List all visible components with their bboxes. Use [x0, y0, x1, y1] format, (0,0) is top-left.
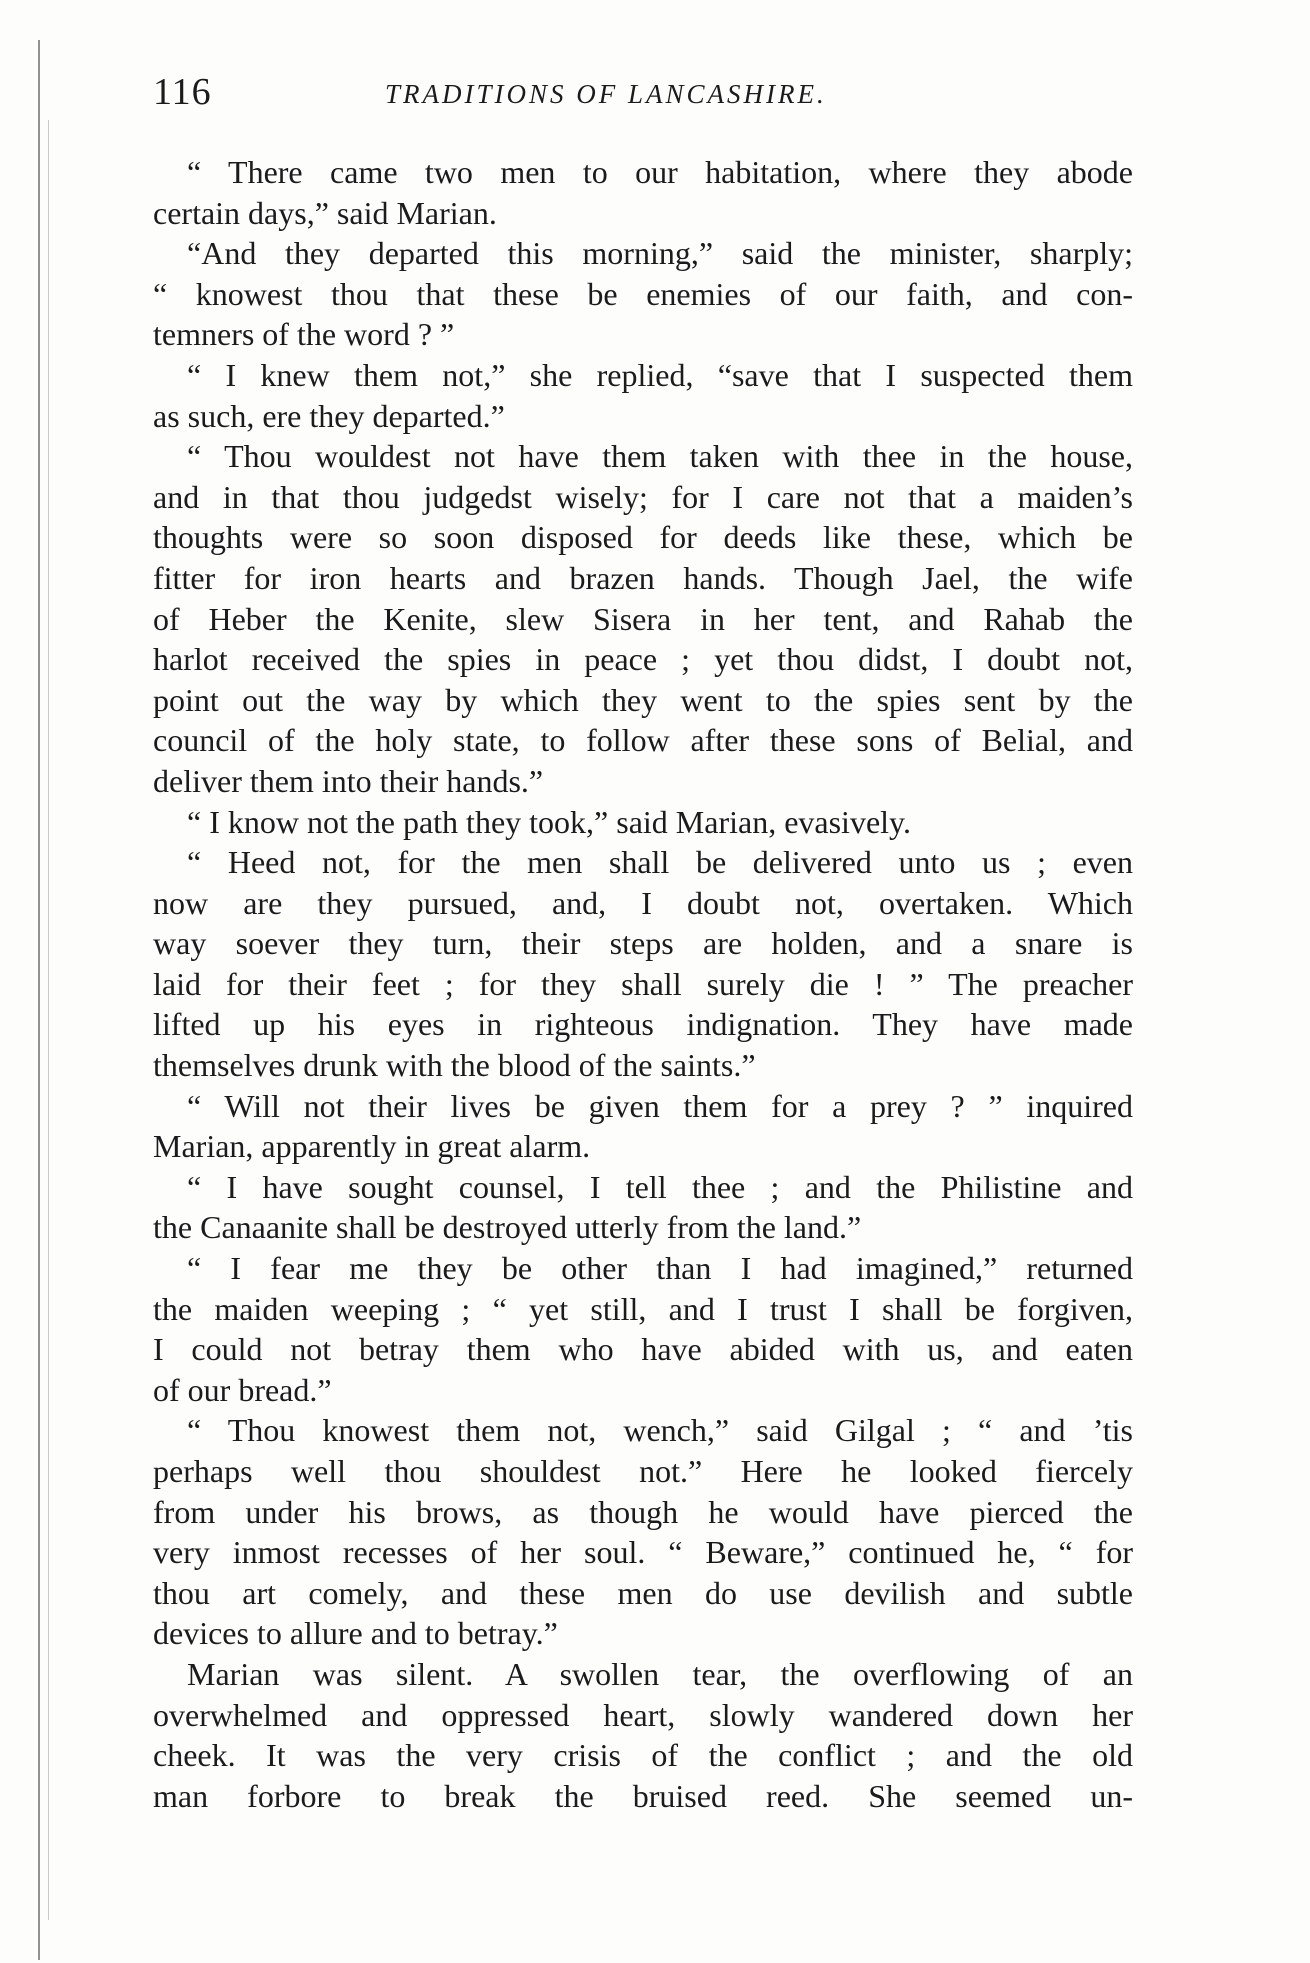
- text-line: point out the way by which they went to the spies sent by the: [153, 681, 1133, 718]
- text-line: lifted up his eyes in righteous indignation. They have made: [153, 1006, 1133, 1043]
- text-line: deliver them into their hands.”: [153, 762, 544, 799]
- text-line: now are they pursued, and, I doubt not, overtaken. Which: [153, 884, 1133, 921]
- text-line: as such, ere they departed.”: [153, 397, 505, 434]
- page-binding-edge: [38, 40, 40, 1960]
- text-line: “ Thou wouldest not have them taken with thee in the house,: [187, 438, 1133, 475]
- text-line: “ Heed not, for the men shall be delivered unto us ; even: [187, 844, 1133, 881]
- text-line: harlot received the spies in peace ; yet thou didst, I doubt not,: [153, 641, 1133, 678]
- text-line: the maiden weeping ; “ yet still, and I trust I shall be forgiven,: [153, 1290, 1133, 1327]
- text-line: certain days,” said Marian.: [153, 194, 497, 231]
- text-line: overwhelmed and oppressed heart, slowly wandered down her: [153, 1696, 1133, 1733]
- text-line: very inmost recesses of her soul. “ Beware,” continued he, “ for: [153, 1534, 1133, 1571]
- text-line: devices to allure and to betray.”: [153, 1615, 558, 1652]
- page-number: 116: [153, 71, 212, 113]
- text-line: “ I knew them not,” she replied, “save that I suspected them: [187, 356, 1133, 393]
- text-line: themselves drunk with the blood of the saints.”: [153, 1047, 756, 1084]
- text-line: thou art comely, and these men do use devilish and subtle: [153, 1574, 1133, 1611]
- page-binding-shadow: [48, 120, 49, 1920]
- text-line: temners of the word ? ”: [153, 316, 455, 353]
- text-line: the Canaanite shall be destroyed utterly from the land.”: [153, 1209, 862, 1246]
- text-line: council of the holy state, to follow after these sons of Belial, and: [153, 722, 1133, 759]
- page-header: [153, 72, 1133, 122]
- text-line: “ Thou knowest them not, wench,” said Gilgal ; “ and ’tis: [187, 1412, 1133, 1449]
- text-line: way soever they turn, their steps are holden, and a snare is: [153, 925, 1133, 962]
- text-line: man forbore to break the bruised reed. She seemed un-: [153, 1777, 1133, 1814]
- text-line: “ I fear me they be other than I had imagined,” returned: [187, 1250, 1133, 1287]
- text-line: “And they departed this morning,” said the minister, sharply;: [187, 235, 1133, 272]
- body-text: [153, 152, 1133, 1816]
- text-line: “ knowest thou that these be enemies of our faith, and con-: [153, 275, 1133, 312]
- text-line: and in that thou judgedst wisely; for I care not that a maiden’s: [153, 478, 1133, 515]
- running-title: TRADITIONS OF LANCASHIRE.: [385, 79, 827, 109]
- text-line: thoughts were so soon disposed for deeds like these, which be: [153, 519, 1133, 556]
- text-line: “ I have sought counsel, I tell thee ; and the Philistine and: [187, 1168, 1133, 1205]
- text-line: Marian, apparently in great alarm.: [153, 1128, 591, 1165]
- text-line: of our bread.”: [153, 1371, 332, 1408]
- text-line: “ I know not the path they took,” said Marian, evasively.: [187, 803, 911, 840]
- text-line: of Heber the Kenite, slew Sisera in her tent, and Rahab the: [153, 600, 1133, 637]
- text-line: cheek. It was the very crisis of the conflict ; and the old: [153, 1737, 1133, 1774]
- text-line: perhaps well thou shouldest not.” Here he looked fiercely: [153, 1453, 1133, 1489]
- text-line: Marian was silent. A swollen tear, the overflowing of an: [187, 1655, 1133, 1692]
- text-line: from under his brows, as though he would have pierced the: [153, 1493, 1133, 1530]
- text-line: “ There came two men to our habitation, where they abode: [187, 154, 1133, 190]
- text-line: “ Will not their lives be given them for a prey ? ” inquired: [187, 1087, 1133, 1124]
- text-line: fitter for iron hearts and brazen hands. Though Jael, the wife: [153, 559, 1133, 596]
- text-line: I could not betray them who have abided with us, and eaten: [153, 1331, 1133, 1368]
- text-line: laid for their feet ; for they shall surely die ! ” The preacher: [153, 965, 1133, 1002]
